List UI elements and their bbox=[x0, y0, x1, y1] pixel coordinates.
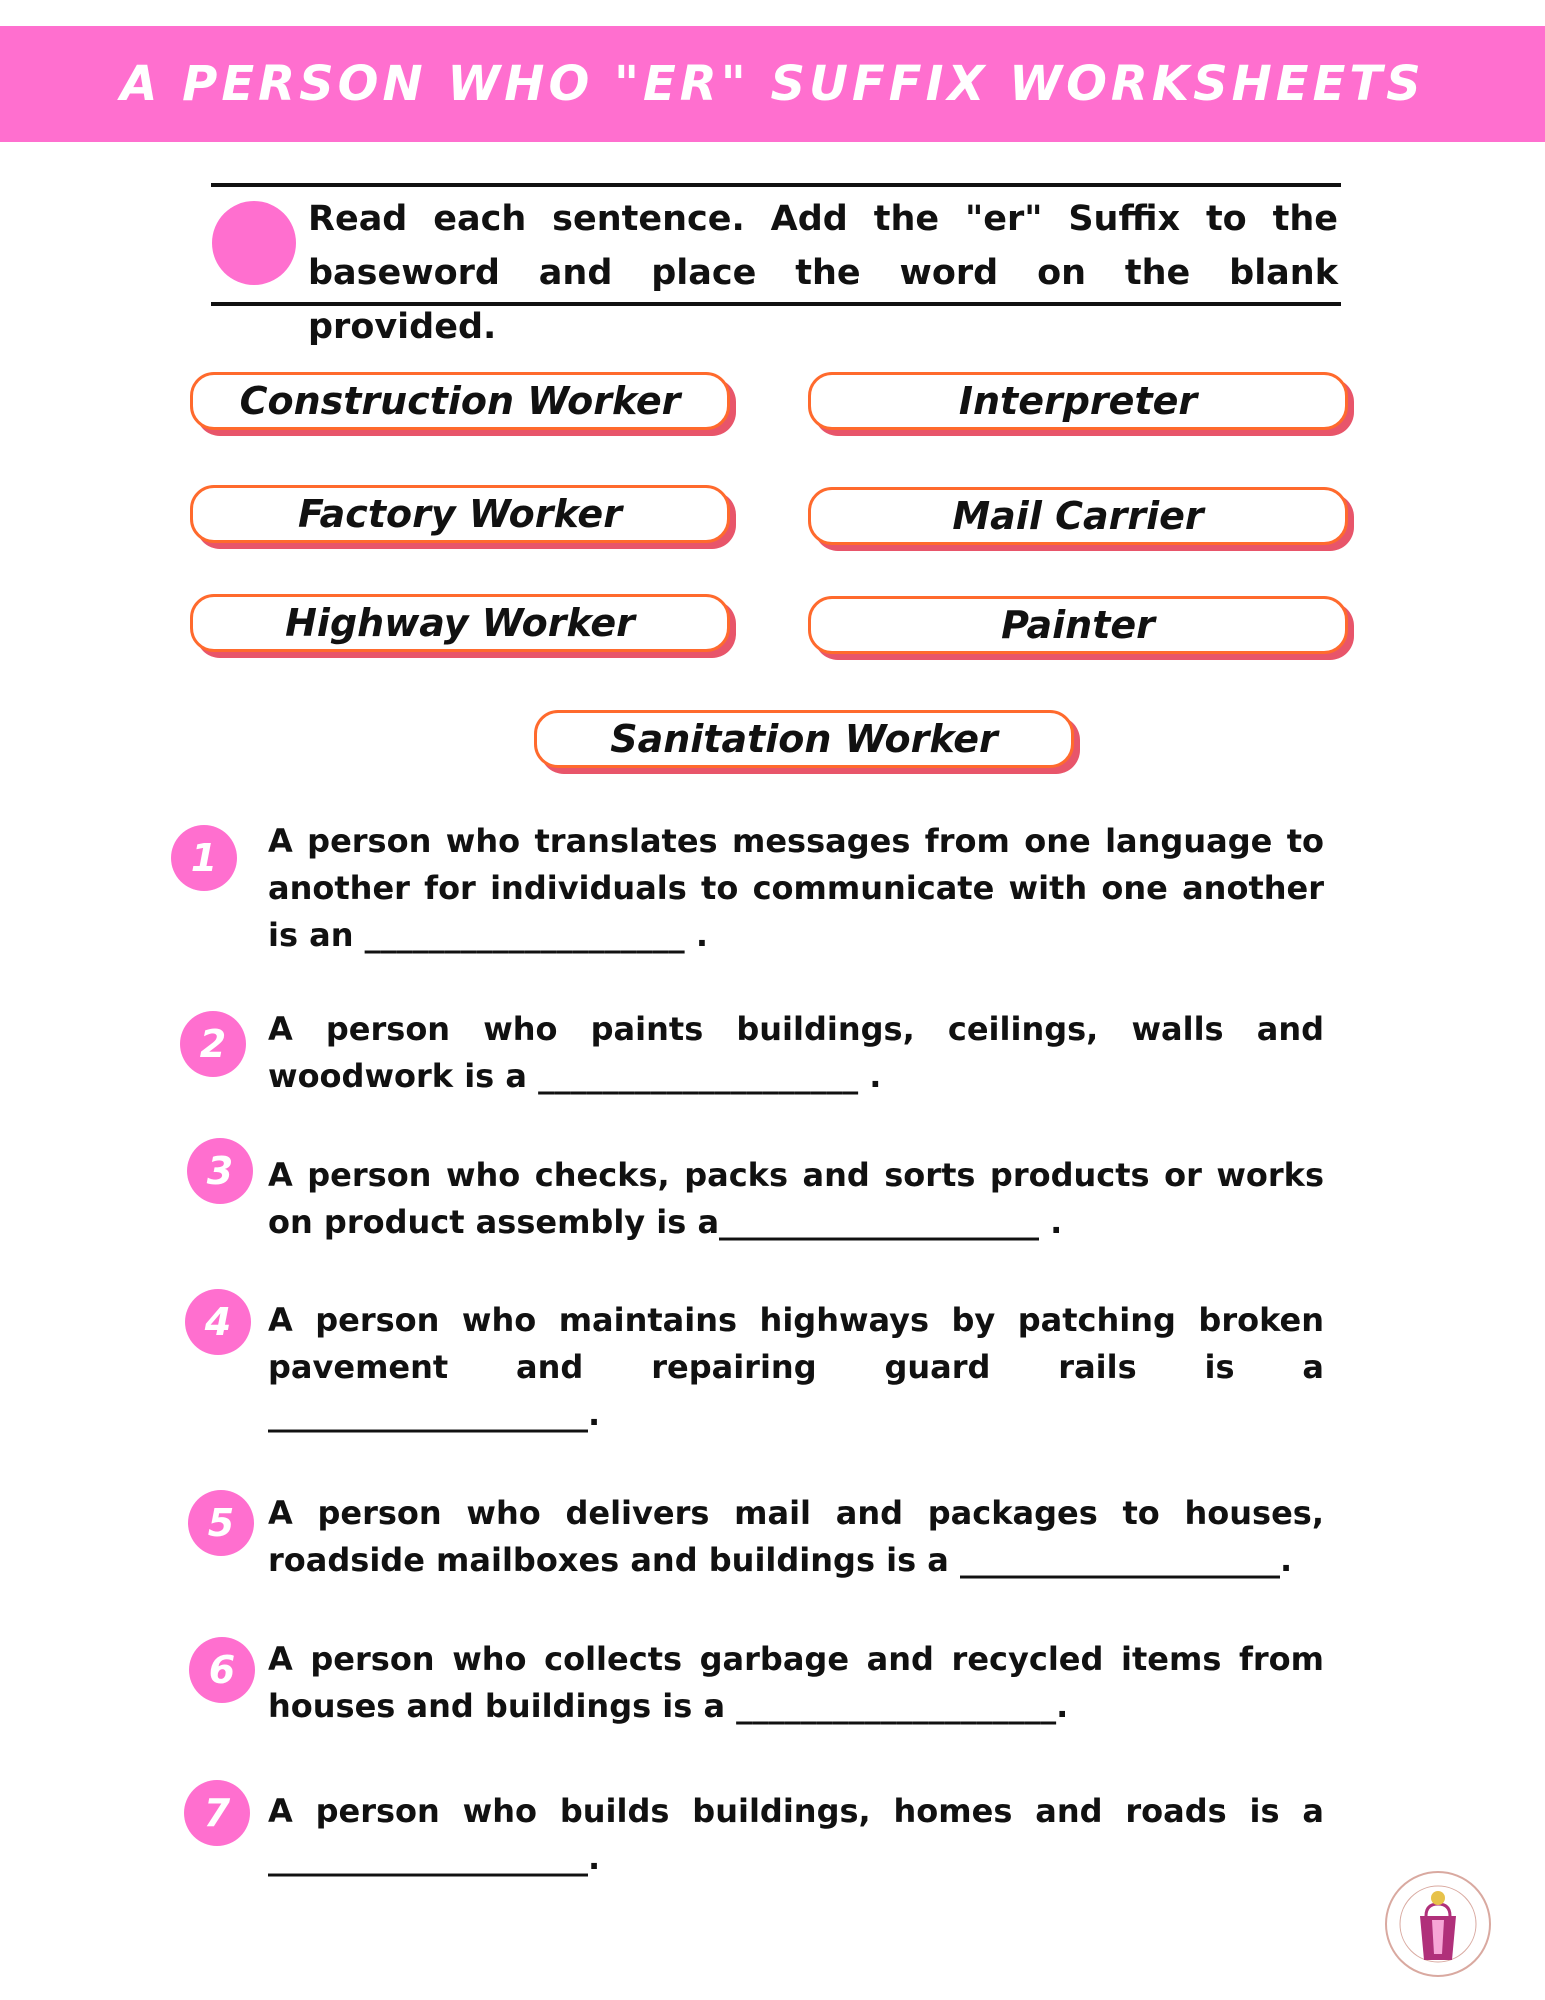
question-end: . bbox=[1280, 1541, 1293, 1579]
question-prompt: A person who maintains highways by patching broken pavement and repairing guard rails is a bbox=[268, 1301, 1324, 1386]
question-number-badge: 2 bbox=[180, 1011, 246, 1077]
question-number-badge: 6 bbox=[189, 1637, 255, 1703]
word-bank-item: Interpreter bbox=[808, 372, 1348, 430]
question-prompt: A person who checks, packs and sorts products or works on product assembly is a bbox=[268, 1156, 1324, 1241]
question-text bbox=[268, 1297, 1324, 1438]
question-number-badge: 3 bbox=[187, 1138, 253, 1204]
instructions-text: Read each sentence. Add the "er" Suffix to the baseword and place the word on the blank provided. bbox=[308, 199, 1338, 347]
word-bank-item: Construction Worker bbox=[190, 372, 730, 430]
boutique-logo bbox=[1382, 1868, 1494, 1980]
question-prompt: A person who builds buildings, homes and roads is a bbox=[268, 1792, 1324, 1830]
question-text bbox=[268, 1636, 1324, 1730]
question-text bbox=[268, 1152, 1324, 1246]
question-number-badge: 1 bbox=[171, 825, 237, 891]
page-title: A PERSON WHO "ER" SUFFIX WORKSHEETS bbox=[120, 56, 1425, 112]
title-banner bbox=[0, 26, 1545, 142]
answer-blank[interactable]: ____________________ bbox=[960, 1541, 1281, 1579]
question-text bbox=[268, 1006, 1324, 1100]
question-prompt: A person who paints buildings, ceilings, walls and woodwork is a bbox=[268, 1010, 1324, 1095]
question-end: . bbox=[684, 916, 708, 954]
question-end: . bbox=[1056, 1687, 1069, 1725]
word-bank-item: Highway Worker bbox=[190, 594, 730, 652]
answer-blank[interactable]: ____________________ bbox=[736, 1687, 1057, 1725]
instruction-bullet bbox=[212, 201, 296, 285]
word-bank-item: Factory Worker bbox=[190, 485, 730, 543]
word-bank-item: Painter bbox=[808, 596, 1348, 654]
word-bank-item: Sanitation Worker bbox=[534, 710, 1074, 768]
answer-blank[interactable]: ____________________ bbox=[268, 1395, 588, 1433]
top-rule bbox=[211, 183, 1341, 187]
question-end: . bbox=[858, 1057, 882, 1095]
question-prompt: A person who delivers mail and packages to houses, roadside mailboxes and buildings is a bbox=[268, 1494, 1324, 1579]
question-end: . bbox=[1039, 1203, 1063, 1241]
question-text bbox=[268, 1788, 1324, 1882]
answer-blank[interactable]: ____________________ bbox=[364, 916, 685, 954]
bottom-rule bbox=[211, 302, 1341, 306]
question-end: . bbox=[588, 1839, 601, 1877]
question-text bbox=[268, 1490, 1324, 1584]
question-prompt: A person who collects garbage and recycled items from houses and buildings is a bbox=[268, 1640, 1324, 1725]
word-bank-item: Mail Carrier bbox=[808, 487, 1348, 545]
answer-blank[interactable]: ____________________ bbox=[538, 1057, 859, 1095]
question-number-badge: 7 bbox=[184, 1780, 250, 1846]
question-number-badge: 5 bbox=[188, 1490, 254, 1556]
question-prompt: A person who translates messages from one language to another for individuals to communicate with one another is an bbox=[268, 822, 1324, 954]
question-text bbox=[268, 818, 1324, 959]
question-end: . bbox=[588, 1395, 601, 1433]
answer-blank[interactable]: ____________________ bbox=[268, 1839, 588, 1877]
question-number-badge: 4 bbox=[185, 1289, 251, 1355]
answer-blank[interactable]: ____________________ bbox=[719, 1203, 1040, 1241]
